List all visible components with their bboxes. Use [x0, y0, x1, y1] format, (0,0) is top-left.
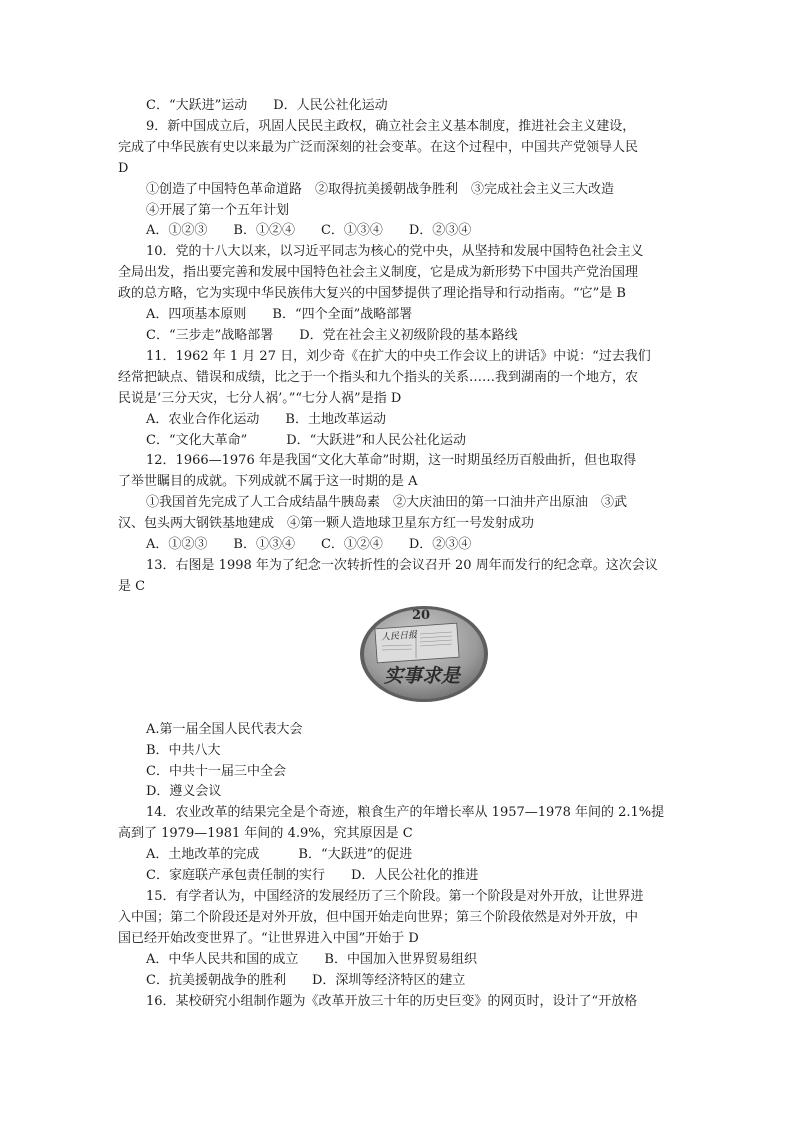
q11-options-cd: C．“文化大革命” D．“大跃进”和人民公社化运动	[146, 432, 466, 448]
q14-options-ab: A．土地改革的完成 B．“大跃进”的促进	[146, 847, 413, 863]
q10-stem-1: 10．党的十八大以来，以习近平同志为核心的党中央，从坚持和发展中国特色社会主义	[146, 244, 644, 260]
q12-items-1: ①我国首先完成了人工合成结晶牛胰岛素 ②大庆油田的第一口油井产出原油 ③武	[146, 495, 628, 511]
q10-options-ab: A．四项基本原则 B．“四个全面”战略部署	[146, 307, 413, 323]
q13-stem-1: 13．右图是 1998 年为了纪念一次转折性的会议召开 20 周年而发行的纪念章。这次会议	[146, 557, 658, 573]
exam-page	[118, 96, 678, 1012]
q12-items-2: 汉、包头两大钢铁基地建成 ④第一颗人造地球卫星东方红一号发射成功	[118, 516, 535, 532]
q10-stem-2: 全局出发，指出要完善和发展中国特色社会主义制度，它是成为新形势下中国共产党治国理	[118, 265, 639, 281]
medal-masthead: 人民日报	[380, 630, 418, 643]
q13-option-c: C．中共十一届三中全会	[146, 763, 286, 779]
q9-answer: D	[118, 160, 129, 176]
q9-stem-2: 完成了中华民族有史以来最为广泛而深刻的社会变革。在这个过程中，中国共产党领导人民	[118, 139, 639, 155]
commemorative-medal-image	[354, 602, 494, 706]
q13-option-b: B．中共八大	[146, 742, 221, 758]
newspaper-relief	[375, 623, 459, 663]
q16-stem-1: 16．某校研究小组制作题为《改革开放三十年的历史巨变》的网页时，设计了“开放格	[146, 993, 638, 1009]
q11-stem-3: 民说是‘三分天灾，七分人祸’。”“七分人祸”是指 D	[118, 390, 402, 406]
medal-figure	[118, 602, 678, 712]
q8-options-cd: C．“大跃进”运动 D．人民公社化运动	[146, 98, 388, 113]
q11-stem-1: 11．1962 年 1 月 27 日，刘少奇《在扩大的中央工作会议上的讲话》中说：“过去我们	[146, 348, 651, 364]
q15-options-cd: C．抗美援朝战争的胜利 D．深圳等经济特区的建立	[146, 972, 466, 988]
q15-stem-3: 国已经开始改变世界了。“让世界进入中国”开始于 D	[118, 930, 419, 946]
q11-options-ab: A．农业合作化运动 B．土地改革运动	[146, 411, 386, 427]
q11-stem-2: 经常把缺点、错误和成绩，比之于一个指头和九个指头的关系……我到湖南的一个地方，农	[118, 369, 639, 385]
q9-options: A．①②③ B．①②④ C．①③④ D．②③④	[146, 223, 472, 239]
q15-stem-1: 15．有学者认为，中国经济的发展经历了三个阶段。第一个阶段是对外开放，让世界进	[146, 889, 644, 904]
q9-stem-1: 9．新中国成立后，巩固人民民主政权，确立社会主义基本制度，推进社会主义建设，	[146, 118, 636, 134]
q10-stem-3: 政的总方略，它为实现中华民族伟大复兴的中国梦提供了理论指导和行动指南。“它”是 B	[118, 286, 626, 302]
q13-option-a: A.第一届全国人民代表大会	[146, 721, 303, 737]
q10-options-cd: C．“三步走”战略部署 D．党在社会主义初级阶段的基本路线	[146, 327, 518, 343]
q15-stem-2: 入中国；第二个阶段还是对外开放，但中国开始走向世界；第三个阶段依然是对外开放，中	[118, 909, 639, 925]
q13-stem-2: 是 C	[118, 578, 146, 594]
medal-number: 20	[412, 607, 431, 623]
q14-stem-1: 14．农业改革的结果完全是个奇迹，粮食生产的年增长率从 1957—1978 年间的 2.1%提	[146, 805, 665, 821]
q9-items-1: ①创造了中国特色革命道路 ②取得抗美援朝战争胜利 ③完成社会主义三大改造	[146, 181, 615, 197]
q14-options-cd: C．家庭联产承包责任制的实行 D．人民公社化的推进	[146, 868, 479, 884]
q13-option-d: D．遵义会议	[146, 784, 222, 800]
q12-stem-2: 了举世瞩目的成就。下列成就不属于这一时期的是 A	[118, 474, 418, 490]
q12-options: A．①②③ B．①③④ C．①②④ D．②③④	[146, 537, 472, 553]
q9-items-2: ④开展了第一个五年计划	[146, 202, 290, 218]
q15-options-ab: A．中华人民共和国的成立 B．中国加入世界贸易组织	[146, 951, 477, 967]
q14-stem-2: 高到了 1979—1981 年间的 4.9%，究其原因是 C	[118, 826, 413, 842]
medal-motto: 实事求是	[384, 664, 461, 687]
q12-stem-1: 12．1966—1976 年是我国“文化大革命”时期，这一时期虽经历百般曲折，但也取得	[146, 453, 637, 469]
